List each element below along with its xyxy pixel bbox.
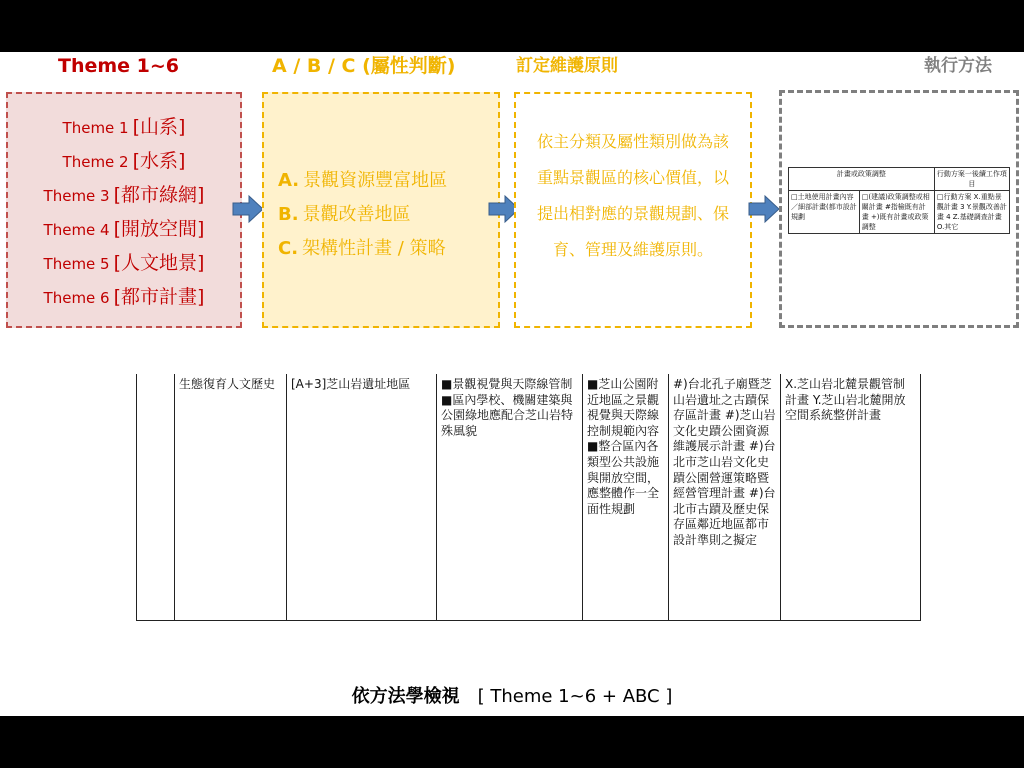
table-row: [137, 374, 921, 620]
theme-code: Theme 4: [43, 221, 110, 239]
theme-code: Theme 3: [43, 187, 110, 205]
abc-item: [278, 234, 447, 268]
header-abc: A / B / C (屬性判斷): [272, 55, 456, 77]
principle-box: [514, 92, 752, 328]
theme-label: [山系]: [132, 116, 186, 138]
theme-item: [8, 112, 240, 146]
theme-item: [8, 180, 240, 214]
theme-label: [水系]: [132, 150, 186, 172]
table-cell: ■芝山公園附近地區之景觀視覺與天際線控制規範內容 ■整合區內各類型公共設施與開放空間，應整體作一全面性規劃: [583, 374, 669, 620]
table-cell: X.芝山岩北麓景觀管制計畫 Y.芝山岩北麓開放空間系統整併計畫: [781, 374, 921, 620]
slide-caption: [0, 684, 1024, 710]
theme-code: Theme 5: [43, 255, 110, 273]
theme-label: [人文地景]: [113, 252, 205, 274]
method-table-cell: □(建議)政策調整或相關計畫 #指檢既有計畫 +)既有計畫或政策調整: [859, 191, 934, 234]
themes-box: [6, 92, 242, 328]
method-table-cell: □行動方案 X.重點景觀計畫 3 Y.景觀改善計畫 4 Z.基礎調查計畫 O.其它: [934, 191, 1009, 234]
abc-text: 景觀改善地區: [302, 204, 411, 225]
caption-main: 依方法學檢視: [351, 686, 460, 707]
abc-letter: C.: [278, 238, 299, 259]
theme-label: [都市計畫]: [113, 286, 205, 308]
abc-box: [262, 92, 500, 328]
table-cell: ■景觀視覺與天際線管制 ■區內學校、機關建築與公園綠地應配合芝山岩特殊風貌: [437, 374, 583, 620]
method-table-cell: □土地使用計畫內容／細部計畫(都市設計規劃: [789, 191, 860, 234]
theme-label: [都市綠網]: [113, 184, 205, 206]
theme-item: [8, 248, 240, 282]
principle-text: 依主分類及屬性類別做為該重點景觀區的核心價值，以提出相對應的景觀規劃、保育、管理及維護原則。: [536, 132, 729, 259]
scanned-table: [136, 374, 921, 621]
table-cell: [A+3]芝山岩遺址地區: [287, 374, 437, 620]
abc-item: [278, 200, 447, 234]
header-principle: 訂定維護原則: [516, 56, 618, 76]
theme-list: [8, 112, 240, 316]
scanned-table-image: [136, 374, 920, 626]
theme-label: [開放空間]: [113, 218, 205, 240]
abc-list: [278, 166, 447, 268]
theme-code: Theme 6: [43, 289, 110, 307]
flow-arrow-icon: [232, 194, 264, 224]
abc-text: 架構性計畫 / 策略: [302, 238, 446, 259]
method-box: [779, 90, 1019, 328]
table-cell: [137, 374, 175, 620]
theme-item: [8, 146, 240, 180]
abc-letter: B.: [278, 204, 299, 225]
theme-code: Theme 1: [62, 119, 129, 137]
table-cell: 生態復育人文歷史: [175, 374, 287, 620]
header-themes: Theme 1~6: [58, 55, 180, 77]
theme-code: Theme 2: [62, 153, 129, 171]
abc-letter: A.: [278, 170, 300, 191]
method-table-header-left: 計畫或政策調整: [789, 168, 935, 191]
caption-bracket: [ Theme 1~6 + ABC ]: [477, 686, 673, 707]
slide: [0, 52, 1024, 716]
method-table-header-right: 行動方案一後續工作項目: [934, 168, 1009, 191]
theme-item: [8, 282, 240, 316]
flow-arrow-icon: [748, 194, 780, 224]
abc-item: [278, 166, 447, 200]
table-cell: #)台北孔子廟暨芝山岩遺址之古蹟保存區計畫 #)芝山岩文化史蹟公園資源維護展示計畫 #)台北市芝山岩文化史蹟公園營運策略暨經營管理計畫 #)台北市古蹟及歷史保存區鄰近地區都市設計準則之擬定: [669, 374, 781, 620]
method-table: [788, 167, 1010, 234]
abc-text: 景觀資源豐富地區: [303, 170, 448, 191]
theme-item: [8, 214, 240, 248]
header-method: 執行方法: [924, 56, 992, 76]
